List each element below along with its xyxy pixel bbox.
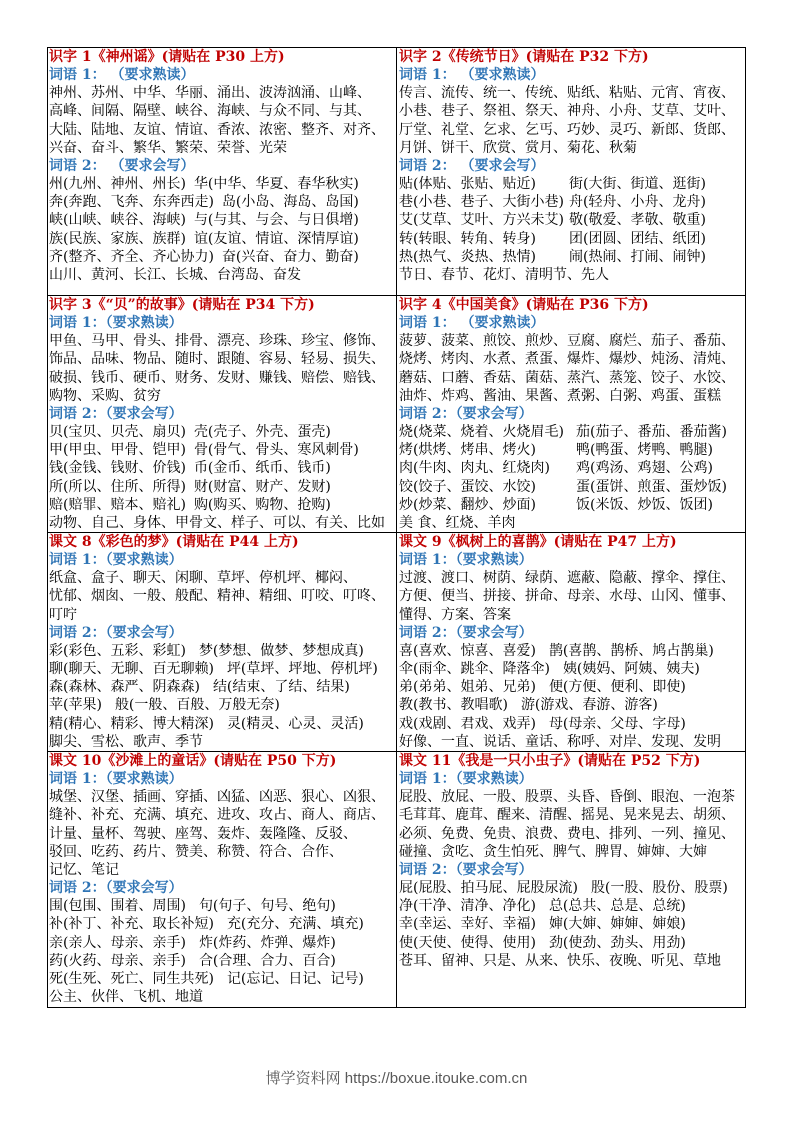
write-char-row bbox=[49, 678, 396, 696]
write-char-entry: 森(森林、森严、阴森森) bbox=[49, 679, 200, 696]
lesson-cell bbox=[397, 296, 746, 533]
lesson-title: 课文 9《枫树上的喜鹊》(请贴在 P47 上方) bbox=[399, 534, 677, 550]
write-char-entry: 转(转眼、转角、转身) bbox=[399, 230, 536, 247]
read-words-heading: 词语 1：（要求熟读） bbox=[49, 552, 183, 569]
read-word-line: 方便、便当、拼接、拼命、母亲、水母、山冈、懂事、 bbox=[399, 588, 735, 605]
write-char-entry: 奋(兴奋、奋力、勤奋) bbox=[221, 248, 359, 265]
read-word-line: 过渡、渡口、树荫、绿荫、遮蔽、隐蔽、撑伞、撑住、 bbox=[399, 570, 735, 587]
write-char-entry: 鸭(鸭蛋、烤鸭、鸭腿) bbox=[576, 442, 713, 459]
read-word-line: 神州、苏州、中华、华丽、涌出、波涛汹涌、山峰、 bbox=[49, 85, 371, 102]
read-word-line: 叮咛 bbox=[49, 606, 77, 623]
read-word-line: 忧郁、烟囱、一般、般配、精神、精细、叮咬、叮咚、 bbox=[49, 588, 385, 605]
write-char-entry: 与(与其、与会、与日俱增) bbox=[193, 212, 359, 229]
read-words-heading: 词语 1：（要求熟读） bbox=[49, 315, 183, 332]
write-char-entry: 闹(热闹、打闹、闹钟) bbox=[569, 248, 706, 265]
write-char-entry: 鸡(鸡汤、鸡翅、公鸡) bbox=[576, 460, 713, 477]
write-char-entry: 姨(姨妈、阿姨、姨夫) bbox=[562, 661, 700, 678]
read-word-line: 月饼、饼干、欣赏、赏月、菊花、秋菊 bbox=[399, 139, 637, 156]
write-char-row bbox=[49, 248, 396, 266]
write-char-row bbox=[49, 934, 396, 952]
write-char-entry: 街(大街、街道、逛街) bbox=[569, 176, 706, 193]
read-words-heading: 词语 1： （要求熟读） bbox=[399, 315, 545, 332]
read-word-line: 计量、量杯、驾驶、座驾、轰炸、轰隆隆、反驳、 bbox=[49, 825, 357, 842]
write-char-row bbox=[49, 478, 396, 496]
write-char-entry: 购(购买、购物、抢购) bbox=[193, 496, 331, 513]
write-char-entry: 净(干净、清净、净化) bbox=[399, 898, 536, 915]
read-word-line: 购物、采购、贫穷 bbox=[49, 387, 161, 404]
write-char-entry: 般(一般、百般、万般无奈) bbox=[114, 697, 280, 714]
write-char-entry: 婶(大婶、婶婶、婶娘) bbox=[548, 916, 686, 933]
write-char-entry: 句(句子、句号、绝句) bbox=[198, 898, 336, 915]
read-word-line: 懂得、方案、答案 bbox=[399, 606, 511, 623]
write-char-entry: 蛋(蛋饼、煎蛋、蛋炒饭) bbox=[576, 478, 727, 495]
write-char-entry: 峡(山峡、峡谷、海峡) bbox=[49, 212, 186, 229]
read-word-line: 饰品、品味、物品、随时、跟随、容易、轻易、损失、 bbox=[49, 351, 385, 368]
write-char-row bbox=[49, 915, 396, 933]
read-word-line: 破损、钱币、硬币、财务、发财、赚钱、赔偿、赔钱、 bbox=[49, 369, 385, 386]
write-char-entry: 赔(赔罪、赔本、赔礼) bbox=[49, 496, 186, 513]
write-char-row bbox=[399, 934, 745, 952]
write-char-row bbox=[49, 660, 396, 678]
lesson-cell bbox=[397, 533, 746, 752]
write-char-entry: 甲(甲虫、甲骨、铠甲) bbox=[49, 442, 186, 459]
write-char-row bbox=[399, 660, 745, 678]
write-char-entry: 热(热气、炎热、热情) bbox=[399, 248, 536, 265]
write-char-entry: 补(补丁、补充、取长补短) bbox=[49, 916, 214, 933]
write-char-row bbox=[399, 715, 745, 733]
write-char-entry: 死(生死、死亡、同生共死) bbox=[49, 970, 214, 987]
lesson-cell bbox=[48, 296, 397, 533]
extra-word-line: 脚尖、雪松、歌声、季节 bbox=[49, 733, 203, 750]
read-word-line: 纸盒、盒子、聊天、闲聊、草坪、停机坪、椰闷、 bbox=[49, 570, 357, 587]
write-char-entry: 使(天使、使得、使用) bbox=[399, 934, 536, 951]
write-char-entry: 钱(金钱、钱财、价钱) bbox=[49, 460, 186, 477]
write-char-entry: 屁(屁股、拍马屁、屁股尿流) bbox=[399, 880, 578, 897]
read-word-line: 烧烤、烤肉、水煮、煮蛋、爆炸、爆炒、炖汤、清炖、 bbox=[399, 351, 735, 368]
write-char-row bbox=[49, 897, 396, 915]
write-char-row bbox=[399, 879, 745, 897]
write-char-row bbox=[399, 441, 745, 459]
write-char-entry: 贴(体贴、张贴、贴近) bbox=[399, 176, 536, 193]
write-char-row bbox=[399, 678, 745, 696]
read-words-heading: 词语 1： （要求熟读） bbox=[399, 67, 545, 84]
read-word-line: 厅堂、礼堂、乞求、乞丐、巧妙、灵巧、新郎、货郎、 bbox=[399, 121, 735, 138]
write-char-entry: 戏(戏剧、君戏、戏弄) bbox=[399, 715, 536, 732]
write-char-row bbox=[399, 496, 745, 514]
write-char-row bbox=[49, 496, 396, 514]
lesson-cell bbox=[48, 533, 397, 752]
write-char-entry: 币(金币、纸币、钱币) bbox=[193, 460, 331, 477]
read-word-line: 缝补、补充、充满、填充、进攻、攻占、商人、商店、 bbox=[49, 807, 385, 824]
extra-word-line: 苍耳、留神、只是、从来、快乐、夜晚、听见、草地 bbox=[399, 952, 721, 969]
write-char-entry: 艾(艾草、艾叶、方兴未艾) bbox=[399, 212, 564, 229]
write-char-entry: 喜(喜欢、惊喜、喜爱) bbox=[399, 642, 536, 659]
write-words-heading: 词语 2： （要求会写） bbox=[49, 157, 195, 174]
write-char-entry: 亲(亲人、母亲、亲手) bbox=[49, 934, 186, 951]
footer-source-text: 博学资料网 https://boxue.itouke.com.cn bbox=[265, 1070, 528, 1087]
write-char-entry: 鹊(喜鹊、鹊桥、鸠占鹊巢) bbox=[548, 642, 714, 659]
write-char-entry: 烤(烘烤、烤串、烤火) bbox=[399, 442, 536, 459]
lesson-title: 课文 8《彩色的梦》(请贴在 P44 上方) bbox=[49, 534, 299, 550]
write-char-row bbox=[399, 459, 745, 477]
extra-word-line: 好像、一直、说话、童话、称呼、对岸、发现、发明 bbox=[399, 733, 721, 750]
read-word-line: 毛茸茸、鹿茸、醒来、清醒、摇晃、晃来晃去、胡须、 bbox=[399, 807, 735, 824]
read-word-line: 蘑菇、口蘑、香菇、菌菇、蒸汽、蒸笼、饺子、水饺、 bbox=[399, 369, 735, 386]
write-char-row bbox=[49, 952, 396, 970]
write-char-row bbox=[399, 193, 745, 211]
write-char-entry: 族(民族、家族、族群) bbox=[49, 230, 186, 247]
lesson-cell bbox=[397, 752, 746, 1008]
write-char-row bbox=[49, 423, 396, 441]
write-char-row bbox=[49, 211, 396, 229]
write-char-row bbox=[49, 642, 396, 660]
write-words-heading: 词语 2：（要求会写） bbox=[49, 880, 183, 897]
write-char-entry: 灵(精灵、心灵、灵活) bbox=[226, 715, 364, 732]
write-char-entry: 合(合理、合力、百合) bbox=[198, 952, 336, 969]
write-char-entry: 敬(敬爱、孝敬、敬重) bbox=[569, 212, 706, 229]
write-char-entry: 茄(茄子、番茄、番茄酱) bbox=[576, 424, 727, 441]
extra-word-line: 山川、黄河、长江、长城、台湾岛、奋发 bbox=[49, 266, 301, 283]
read-word-line: 高峰、间隔、隔壁、峡谷、海峡、与众不同、与其、 bbox=[49, 103, 371, 120]
write-char-row bbox=[399, 696, 745, 714]
write-char-entry: 团(团圆、团结、纸团) bbox=[569, 230, 706, 247]
write-char-entry: 游(游戏、春游、游客) bbox=[520, 697, 658, 714]
lesson-title: 识字 4《中国美食》(请贴在 P36 下方) bbox=[399, 297, 649, 313]
write-char-row bbox=[49, 193, 396, 211]
write-char-entry: 总(总共、总是、总统) bbox=[548, 898, 686, 915]
write-char-entry: 便(方便、便利、即使) bbox=[548, 679, 686, 696]
write-words-heading: 词语 2：（要求会写） bbox=[399, 405, 533, 422]
write-char-entry: 梦(梦想、做梦、梦想成真) bbox=[198, 642, 364, 659]
extra-word-line: 节日、春节、花灯、清明节、先人 bbox=[399, 266, 609, 283]
read-words-heading: 词语 1：（要求熟读） bbox=[399, 552, 533, 569]
write-char-entry: 教(教书、教唱歌) bbox=[399, 697, 508, 714]
write-char-entry: 谊(友谊、情谊、深情厚谊) bbox=[193, 230, 359, 247]
lesson-cell bbox=[48, 48, 397, 296]
write-char-entry: 肉(牛肉、肉丸、红烧肉) bbox=[399, 460, 550, 477]
write-char-entry: 围(包围、围着、周围) bbox=[49, 898, 186, 915]
read-word-line: 兴奋、奋斗、繁华、繁荣、荣誉、光荣 bbox=[49, 139, 287, 156]
write-words-heading: 词语 2：（要求会写） bbox=[49, 624, 183, 641]
read-word-line: 驳回、吃药、药片、赞美、称赞、符合、合作、 bbox=[49, 843, 343, 860]
write-char-entry: 伞(雨伞、跳伞、降落伞) bbox=[399, 661, 550, 678]
write-char-row bbox=[399, 897, 745, 915]
write-char-entry: 骨(骨气、骨头、寒风刺骨) bbox=[193, 442, 359, 459]
extra-word-line: 动物、自己、身体、甲骨文、样子、可以、有关、比如 bbox=[49, 514, 385, 531]
write-char-row bbox=[399, 423, 745, 441]
write-char-entry: 记(忘记、日记、记号) bbox=[226, 970, 364, 987]
write-char-entry: 饭(米饭、炒饭、饭团) bbox=[576, 496, 713, 513]
read-word-line: 城堡、汉堡、插画、穿插、凶猛、凶恶、狠心、凶狠、 bbox=[49, 789, 385, 806]
lesson-title: 课文 10《沙滩上的童话》(请贴在 P50 下方) bbox=[49, 753, 337, 769]
write-char-entry: 幸(幸运、幸好、幸福) bbox=[399, 916, 536, 933]
write-char-entry: 炸(炸药、炸弹、爆炸) bbox=[198, 934, 336, 951]
write-char-row bbox=[399, 175, 745, 193]
lesson-title: 识字 1《神州谣》(请贴在 P30 上方) bbox=[49, 49, 285, 65]
write-char-entry: 充(充分、充满、填充) bbox=[226, 916, 364, 933]
read-word-line: 菠萝、菠菜、煎饺、煎炒、豆腐、腐烂、茄子、番茄、 bbox=[399, 333, 735, 350]
lesson-title: 课文 11《我是一只小虫子》(请贴在 P52 下方) bbox=[399, 753, 701, 769]
write-char-entry: 母(母亲、父母、字母) bbox=[548, 715, 686, 732]
read-word-line: 记忆、笔记 bbox=[49, 861, 119, 878]
write-char-row bbox=[399, 478, 745, 496]
lesson-title: 识字 2《传统节日》(请贴在 P32 下方) bbox=[399, 49, 649, 65]
write-char-entry: 彩(彩色、五彩、彩虹) bbox=[49, 642, 186, 659]
write-char-entry: 壳(壳子、外壳、蛋壳) bbox=[193, 424, 331, 441]
write-char-entry: 烧(烧菜、烧着、火烧眉毛) bbox=[399, 424, 564, 441]
write-char-entry: 饺(饺子、蛋饺、水饺) bbox=[399, 478, 536, 495]
write-char-row bbox=[49, 970, 396, 988]
write-char-entry: 弟(弟弟、姐弟、兄弟) bbox=[399, 679, 536, 696]
write-char-entry: 精(精心、精彩、博大精深) bbox=[49, 715, 214, 732]
write-char-row bbox=[49, 696, 396, 714]
vocab-table bbox=[47, 47, 746, 1008]
read-word-line: 大陆、陆地、友谊、情谊、香浓、浓密、整齐、对齐、 bbox=[49, 121, 385, 138]
lesson-title: 识字 3《“贝”的故事》(请贴在 P34 下方) bbox=[49, 297, 315, 313]
extra-word-line: 公主、伙伴、飞机、地道 bbox=[49, 989, 203, 1006]
write-char-row bbox=[399, 915, 745, 933]
read-word-line: 屁股、放屁、一股、股票、头昏、昏倒、眼泡、一泡茶 bbox=[399, 789, 735, 806]
write-char-entry: 奔(奔跑、飞奔、东奔西走) bbox=[49, 194, 214, 211]
write-char-row bbox=[49, 715, 396, 733]
write-char-entry: 齐(整齐、齐全、齐心协力) bbox=[49, 248, 214, 265]
write-char-row bbox=[399, 642, 745, 660]
write-char-entry: 岛(小岛、海岛、岛国) bbox=[221, 194, 359, 211]
write-char-entry: 结(结束、了结、结果) bbox=[212, 679, 350, 696]
write-char-entry: 舟(轻舟、小舟、龙舟) bbox=[569, 194, 706, 211]
write-char-row bbox=[399, 248, 745, 266]
write-char-entry: 所(所以、住所、所得) bbox=[49, 478, 186, 495]
read-words-heading: 词语 1： （要求熟读） bbox=[49, 67, 195, 84]
write-char-entry: 聊(聊天、无聊、百无聊赖) bbox=[49, 661, 214, 678]
read-word-line: 传言、流传、统一、传统、贴纸、粘贴、元宵、宵夜、 bbox=[399, 85, 735, 102]
write-char-row bbox=[399, 211, 745, 229]
write-char-entry: 华(中华、华夏、春华秋实) bbox=[193, 176, 359, 193]
write-char-entry: 州(九州、神州、州长) bbox=[49, 176, 186, 193]
write-char-row bbox=[399, 230, 745, 248]
write-char-entry: 劲(使劲、劲头、用劲) bbox=[548, 934, 686, 951]
write-char-entry: 炒(炒菜、翻炒、炒面) bbox=[399, 496, 536, 513]
write-char-row bbox=[49, 175, 396, 193]
lesson-cell bbox=[48, 752, 397, 1008]
write-words-heading: 词语 2：（要求会写） bbox=[49, 405, 183, 422]
write-words-heading: 词语 2： （要求会写） bbox=[399, 157, 545, 174]
write-char-row bbox=[49, 459, 396, 477]
write-char-row bbox=[49, 441, 396, 459]
extra-word-line: 美 食、红烧、羊肉 bbox=[399, 514, 516, 531]
read-word-line: 必须、免费、免贵、浪费、费电、排列、一列、撞见、 bbox=[399, 825, 735, 842]
write-char-entry: 股(一股、股份、股票) bbox=[590, 880, 728, 897]
write-words-heading: 词语 2：（要求会写） bbox=[399, 624, 533, 641]
write-char-entry: 财(财富、财产、发财) bbox=[193, 478, 331, 495]
write-char-entry: 坪(草坪、坪地、停机坪) bbox=[226, 661, 378, 678]
write-words-heading: 词语 2：（要求会写） bbox=[399, 861, 533, 878]
read-word-line: 小巷、巷子、祭祖、祭天、神舟、小舟、艾草、艾叶、 bbox=[399, 103, 735, 120]
write-char-entry: 贝(宝贝、贝壳、扇贝) bbox=[49, 424, 186, 441]
read-word-line: 甲鱼、马甲、骨头、排骨、漂亮、珍珠、珍宝、修饰、 bbox=[49, 333, 385, 350]
write-char-entry: 药(火药、母亲、亲手) bbox=[49, 952, 186, 969]
read-word-line: 碰撞、贪吃、贪生怕死、脾气、脾胃、婶婶、大婶 bbox=[399, 843, 707, 860]
read-word-line: 油炸、炸鸡、酱油、果酱、煮粥、白粥、鸡蛋、蛋糕 bbox=[399, 387, 721, 404]
write-char-entry: 巷(小巷、巷子、大街小巷) bbox=[399, 194, 564, 211]
lesson-cell bbox=[397, 48, 746, 296]
read-words-heading: 词语 1：（要求熟读） bbox=[49, 771, 183, 788]
write-char-entry: 苹(苹果) bbox=[49, 697, 102, 714]
read-words-heading: 词语 1：（要求熟读） bbox=[399, 771, 533, 788]
write-char-row bbox=[49, 230, 396, 248]
